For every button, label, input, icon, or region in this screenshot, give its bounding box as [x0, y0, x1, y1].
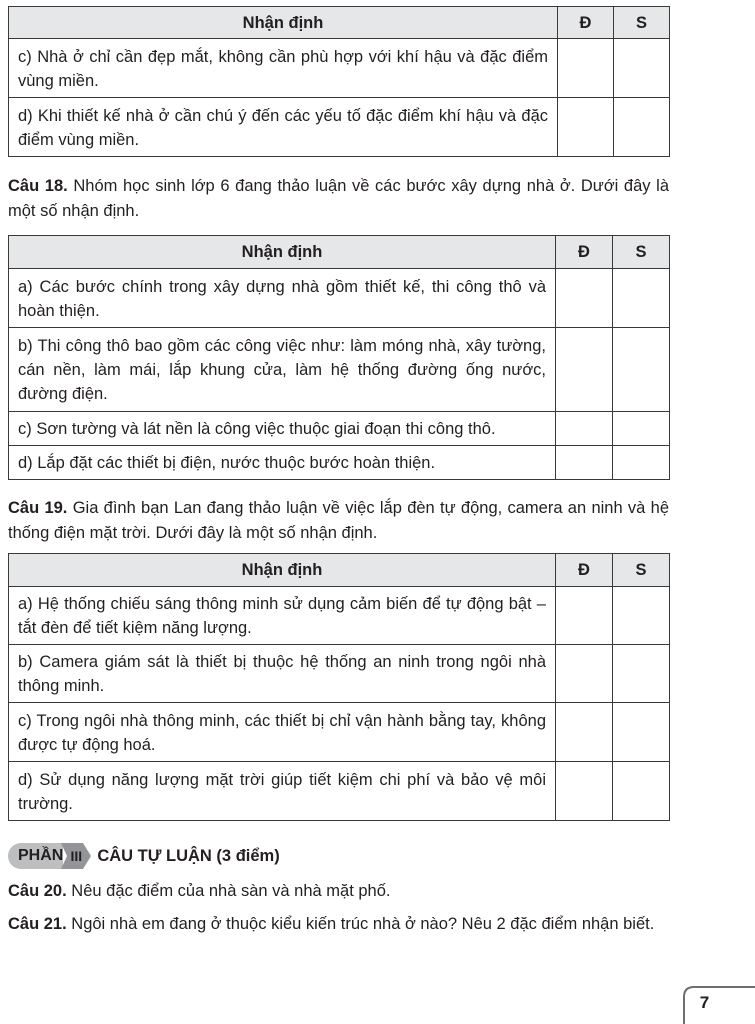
- true-checkbox-d[interactable]: [558, 98, 614, 157]
- question-21: [8, 912, 669, 937]
- statement-c: c) Nhà ở chỉ cần đẹp mắt, không cần phù hợp với khí hậu và đặc điểm vùng miền.: [9, 39, 558, 98]
- part-label-pill: [8, 843, 63, 869]
- true-checkbox-c[interactable]: [558, 39, 614, 98]
- header-statement: Nhận định: [9, 7, 558, 39]
- true-checkbox-b[interactable]: [556, 328, 613, 412]
- false-checkbox-b[interactable]: [613, 645, 670, 703]
- statement-c: c) Sơn tường và lát nền là công việc thuộc giai đoạn thi công thô.: [9, 412, 556, 446]
- statement-b: b) Camera giám sát là thiết bị thuộc hệ thống an ninh trong ngôi nhà thông minh.: [9, 645, 556, 703]
- table-header-row: [9, 7, 670, 39]
- header-statement: Nhận định: [9, 554, 556, 587]
- false-checkbox-c[interactable]: [613, 703, 670, 762]
- header-false: S: [613, 236, 670, 269]
- table-row: [9, 328, 670, 412]
- false-checkbox-d[interactable]: [613, 446, 670, 480]
- statement-c: c) Trong ngôi nhà thông minh, các thiết bị chỉ vận hành bằng tay, không được tự động hoá.: [9, 703, 556, 762]
- true-checkbox-a[interactable]: [556, 587, 613, 645]
- table-header-row: [9, 236, 670, 269]
- true-checkbox-a[interactable]: [556, 269, 613, 328]
- table-row: [9, 269, 670, 328]
- question-18-text: Nhóm học sinh lớp 6 đang thảo luận về các bước xây dựng nhà ở. Dưới đây là một số nhận định.: [8, 177, 669, 220]
- statement-a: a) Hệ thống chiếu sáng thông minh sử dụng cảm biến để tự động bật – tắt đèn để tiết kiệm năng lượng.: [9, 587, 556, 645]
- question-21-text: Ngôi nhà em đang ở thuộc kiểu kiến trúc nhà ở nào? Nêu 2 đặc điểm nhận biết.: [66, 915, 655, 933]
- true-checkbox-c[interactable]: [556, 703, 613, 762]
- header-true: Đ: [558, 7, 614, 39]
- part-number: III: [70, 848, 83, 864]
- statement-d: d) Khi thiết kế nhà ở cần chú ý đến các yếu tố đặc điểm khí hậu và đặc điểm vùng miền.: [9, 98, 558, 157]
- statement-table-q18: [8, 235, 670, 480]
- false-checkbox-a[interactable]: [613, 587, 670, 645]
- table-row: [9, 762, 670, 821]
- page-number: 7: [699, 993, 710, 1012]
- table-row: [9, 412, 670, 446]
- false-checkbox-c[interactable]: [613, 412, 670, 446]
- statement-table-q19: [8, 553, 670, 821]
- header-false: S: [614, 7, 670, 39]
- table-row: [9, 98, 670, 157]
- true-checkbox-d[interactable]: [556, 762, 613, 821]
- question-19-label: Câu 19.: [8, 499, 68, 517]
- part-heading: [8, 842, 280, 870]
- table-header-row: [9, 554, 670, 587]
- header-true: Đ: [556, 554, 613, 587]
- table-row: [9, 39, 670, 98]
- question-18: [8, 174, 669, 224]
- question-20-label: Câu 20.: [8, 882, 67, 900]
- true-checkbox-d[interactable]: [556, 446, 613, 480]
- false-checkbox-b[interactable]: [613, 328, 670, 412]
- false-checkbox-c[interactable]: [614, 39, 670, 98]
- false-checkbox-d[interactable]: [613, 762, 670, 821]
- statement-b: b) Thi công thô bao gồm các công việc như: làm móng nhà, xây tường, cán nền, làm mái, lắp khung cửa, làm hệ thống đường ống nước, đường điện.: [9, 328, 556, 412]
- header-statement: Nhận định: [9, 236, 556, 269]
- part-number-badge: [61, 843, 91, 869]
- false-checkbox-d[interactable]: [614, 98, 670, 157]
- question-19: [8, 496, 669, 546]
- question-18-label: Câu 18.: [8, 177, 68, 195]
- true-checkbox-b[interactable]: [556, 645, 613, 703]
- true-checkbox-c[interactable]: [556, 412, 613, 446]
- statement-table-previous: [8, 6, 670, 157]
- question-20: [8, 879, 669, 904]
- header-false: S: [613, 554, 670, 587]
- table-row: [9, 645, 670, 703]
- table-row: [9, 587, 670, 645]
- header-true: Đ: [556, 236, 613, 269]
- part-label: PHẦN: [18, 847, 64, 864]
- statement-a: a) Các bước chính trong xây dựng nhà gồm thiết kế, thi công thô và hoàn thiện.: [9, 269, 556, 328]
- statement-d: d) Sử dụng năng lượng mặt trời giúp tiết kiệm chi phí và bảo vệ môi trường.: [9, 762, 556, 821]
- question-21-label: Câu 21.: [8, 915, 67, 933]
- table-row: [9, 703, 670, 762]
- part-title: CÂU TỰ LUẬN (3 điểm): [97, 846, 280, 865]
- question-20-text: Nêu đặc điểm của nhà sàn và nhà mặt phố.: [66, 882, 391, 900]
- false-checkbox-a[interactable]: [613, 269, 670, 328]
- table-row: [9, 446, 670, 480]
- question-19-text: Gia đình bạn Lan đang thảo luận về việc lắp đèn tự động, camera an ninh và hệ thống điện mặt trời. Dưới đây là một số nhận định.: [8, 499, 669, 542]
- statement-d: d) Lắp đặt các thiết bị điện, nước thuộc bước hoàn thiện.: [9, 446, 556, 480]
